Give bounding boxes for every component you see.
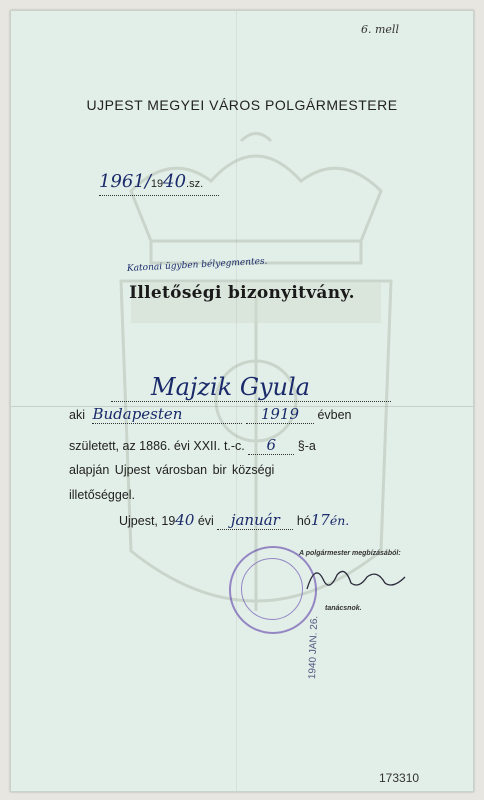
date-prefix: Ujpest, 19 <box>119 514 176 528</box>
registration-number <box>99 171 203 192</box>
birth-prefix: aki <box>69 408 85 422</box>
holder-name: Majzik Gyula <box>151 373 310 401</box>
date-day-suffix: én. <box>329 513 350 528</box>
birth-line <box>69 405 352 424</box>
law-section: 6 <box>248 436 294 455</box>
law-line <box>69 436 316 455</box>
basis-line: alapján Ujpest városban bir községi <box>69 463 275 477</box>
reg-sep: / <box>144 171 151 192</box>
date-year-label: évi <box>197 514 214 528</box>
date-year: 40 <box>175 511 195 529</box>
date-day-label: hó <box>296 514 311 528</box>
document-page <box>10 10 474 792</box>
reg-year-suffix: 40 <box>163 171 187 192</box>
councillor-title: tanácsnok. <box>325 605 362 612</box>
birth-suffix: évben <box>317 408 352 422</box>
councillor-signature <box>301 559 411 599</box>
date-month: január <box>217 511 293 530</box>
reg-number: 1961 <box>99 171 145 192</box>
receipt-datestamp: 1940 JAN. 26. <box>307 615 321 680</box>
reg-suffix: .sz. <box>186 178 204 190</box>
birth-place: Budapesten <box>92 405 242 424</box>
reg-underline <box>99 195 219 196</box>
reg-year-prefix: 19 <box>150 178 164 190</box>
issuer-header: UJPEST MEGYEI VÁROS POLGÁRMESTERE <box>86 97 398 113</box>
law-suffix: §-a <box>297 439 316 453</box>
authority-line: A polgármester megbízásából: <box>299 550 401 557</box>
document-title: Illetőségi bizonyitvány. <box>129 283 355 303</box>
military-exemption-note: Katonai ügyben bélyegmentes. <box>126 256 268 274</box>
corner-note: 6. mell <box>361 23 399 36</box>
residence-line: illetőséggel. <box>69 488 136 502</box>
date-day: 17 <box>310 511 330 529</box>
name-underline <box>111 401 391 402</box>
serial-number: 173310 <box>379 771 420 785</box>
birth-year: 1919 <box>246 405 314 424</box>
date-line <box>119 511 349 530</box>
law-prefix: született, az 1886. évi XXII. t.-c. <box>69 439 245 453</box>
